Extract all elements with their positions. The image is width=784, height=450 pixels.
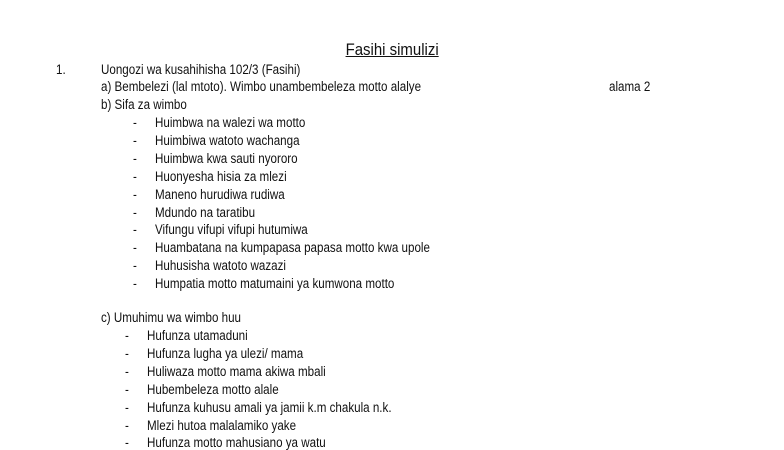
part-c-heading: c) Umuhimu wa wimbo huu	[101, 310, 242, 325]
part-b-item: Huambatana na kumpapasa papasa motto kwa upole	[155, 240, 430, 256]
part-c-item: Hufunza motto mahusiano ya watu	[147, 435, 326, 450]
part-c-item: Huliwaza motto mama akiwa mbali	[147, 363, 326, 379]
part-c-bullet: -	[125, 328, 129, 343]
part-b-item: Mdundo na taratibu	[155, 204, 256, 220]
part-c-bullet: -	[125, 417, 129, 433]
part-b-bullet: -	[133, 132, 137, 148]
part-c-bullet: -	[125, 435, 129, 450]
part-b-bullet: -	[133, 204, 137, 220]
question-number: 1.	[56, 62, 66, 77]
part-c-bullet: -	[125, 381, 129, 397]
part-b-item: Vifungu vifupi vifupi hutumiwa	[155, 222, 308, 238]
part-c-bullet: -	[125, 345, 129, 361]
part-a-text: a) Bembelezi (lal mtoto). Wimbo unambembeleza motto alalye	[101, 79, 422, 94]
part-b-item: Huimbwa na walezi wa motto	[155, 115, 306, 130]
part-b-bullet: -	[133, 150, 137, 166]
part-b-heading: b) Sifa za wimbo	[101, 97, 187, 112]
part-b-bullet: -	[133, 115, 137, 130]
part-b-item: Huimbiwa watoto wachanga	[155, 132, 300, 148]
part-c-item: Hufunza utamaduni	[147, 328, 248, 343]
part-a-marks: alama 2	[609, 79, 651, 94]
part-b-item: Maneno hurudiwa rudiwa	[155, 186, 285, 202]
part-b-item: Humpatia motto matumaini ya kumwona motto	[155, 276, 395, 292]
question-heading: Uongozi wa kusahihisha 102/3 (Fasihi)	[101, 62, 301, 77]
part-b-bullet: -	[133, 222, 137, 238]
part-b-item: Huhusisha watoto wazazi	[155, 258, 287, 274]
part-b-bullet: -	[133, 240, 137, 256]
document-title: Fasihi simulizi	[345, 40, 439, 59]
part-c-bullet: -	[125, 399, 129, 415]
part-c-item: Hufunza kuhusu amali ya jamii k.m chakula n.k.	[147, 399, 392, 415]
part-c-item: Hubembeleza motto alale	[147, 381, 279, 397]
part-b-bullet: -	[133, 186, 137, 202]
part-b-bullet: -	[133, 258, 137, 274]
part-c-bullet: -	[125, 363, 129, 379]
part-b-item: Huonyesha hisia za mlezi	[155, 168, 287, 184]
part-b-item: Huimbwa kwa sauti nyororo	[155, 150, 298, 166]
part-c-item: Mlezi hutoa malalamiko yake	[147, 417, 297, 433]
part-c-item: Hufunza lugha ya ulezi/ mama	[147, 345, 304, 361]
part-b-bullet: -	[133, 276, 137, 292]
part-b-bullet: -	[133, 168, 137, 184]
